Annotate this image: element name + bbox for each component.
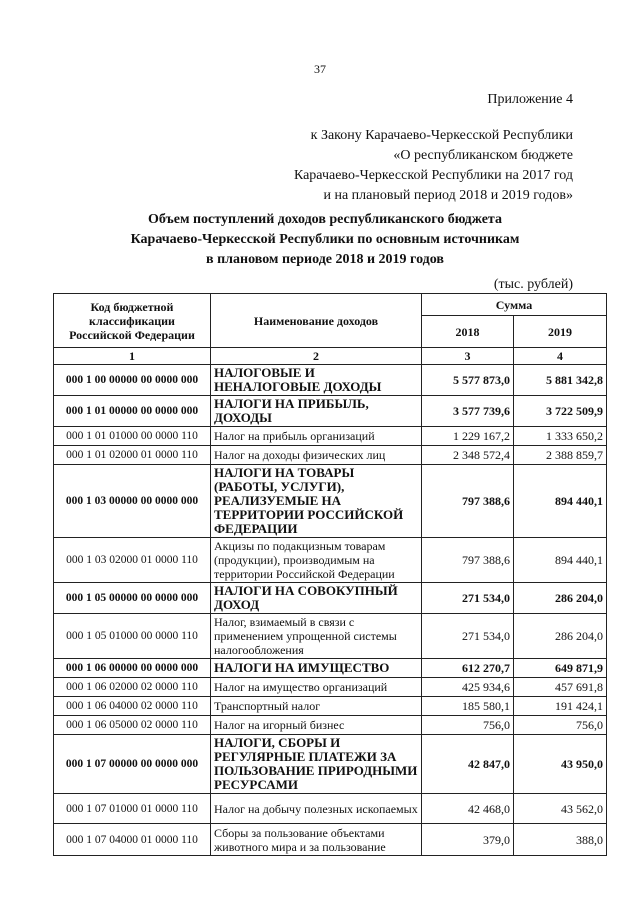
name-cell: Налог на доходы физических лиц bbox=[211, 446, 422, 465]
page-number: 37 bbox=[314, 62, 326, 76]
name-cell: Транспортный налог bbox=[211, 697, 422, 716]
table-row bbox=[54, 396, 607, 427]
code-cell: 000 1 07 04000 01 0000 110 bbox=[54, 824, 211, 856]
header-sum: Сумма bbox=[422, 294, 607, 316]
name-cell: НАЛОГИ НА СОВОКУПНЫЙ ДОХОД bbox=[211, 583, 422, 614]
title-line: Объем поступлений доходов республиканского бюджета bbox=[148, 212, 502, 227]
index-cell: 1 bbox=[54, 348, 211, 365]
value-2018-cell: 5 577 873,0 bbox=[422, 365, 514, 396]
title-line: Карачаево-Черкесской Республики по основным источникам bbox=[130, 232, 520, 247]
index-cell: 4 bbox=[514, 348, 607, 365]
value-2019-cell: 894 440,1 bbox=[514, 538, 607, 583]
value-2018-cell: 756,0 bbox=[422, 716, 514, 735]
value-2019-cell: 286 204,0 bbox=[514, 583, 607, 614]
value-2019-cell: 1 333 650,2 bbox=[514, 427, 607, 446]
code-cell: 000 1 01 00000 00 0000 000 bbox=[54, 396, 211, 427]
code-cell: 000 1 07 00000 00 0000 000 bbox=[54, 735, 211, 794]
header-row bbox=[54, 294, 607, 316]
table-row bbox=[54, 465, 607, 538]
name-cell: НАЛОГОВЫЕ И НЕНАЛОГОВЫЕ ДОХОДЫ bbox=[211, 365, 422, 396]
table-row bbox=[54, 614, 607, 659]
name-cell: НАЛОГИ, СБОРЫ И РЕГУЛЯРНЫЕ ПЛАТЕЖИ ЗА ПОЛЬЗОВАНИЕ ПРИРОДНЫМИ РЕСУРСАМИ bbox=[211, 735, 422, 794]
value-2019-cell: 191 424,1 bbox=[514, 697, 607, 716]
name-cell: НАЛОГИ НА ИМУЩЕСТВО bbox=[211, 659, 422, 678]
name-cell: Налог на игорный бизнес bbox=[211, 716, 422, 735]
value-2018-cell: 3 577 739,6 bbox=[422, 396, 514, 427]
table-row bbox=[54, 365, 607, 396]
value-2018-cell: 271 534,0 bbox=[422, 614, 514, 659]
value-2018-cell: 612 270,7 bbox=[422, 659, 514, 678]
header-year-2019: 2019 bbox=[514, 316, 607, 348]
value-2018-cell: 42 468,0 bbox=[422, 794, 514, 824]
name-cell: Сборы за пользование объектами животного мира и за пользование bbox=[211, 824, 422, 856]
table-row bbox=[54, 427, 607, 446]
value-2018-cell: 271 534,0 bbox=[422, 583, 514, 614]
value-2018-cell: 425 934,6 bbox=[422, 678, 514, 697]
appendix-label: Приложение 4 bbox=[487, 92, 573, 107]
table-row bbox=[54, 735, 607, 794]
value-2018-cell: 797 388,6 bbox=[422, 538, 514, 583]
name-cell: Налог, взимаемый в связи с применением упрощенной системы налогообложения bbox=[211, 614, 422, 659]
revenue-table bbox=[53, 293, 607, 856]
value-2018-cell: 379,0 bbox=[422, 824, 514, 856]
table-row bbox=[54, 716, 607, 735]
unit-label: (тыс. рублей) bbox=[493, 277, 573, 292]
code-cell: 000 1 05 01000 00 0000 110 bbox=[54, 614, 211, 659]
value-2018-cell: 2 348 572,4 bbox=[422, 446, 514, 465]
value-2019-cell: 2 388 859,7 bbox=[514, 446, 607, 465]
value-2018-cell: 185 580,1 bbox=[422, 697, 514, 716]
header-year-2018: 2018 bbox=[422, 316, 514, 348]
law-reference bbox=[294, 126, 573, 206]
name-cell: Налог на имущество организаций bbox=[211, 678, 422, 697]
code-cell: 000 1 00 00000 00 0000 000 bbox=[54, 365, 211, 396]
value-2018-cell: 1 229 167,2 bbox=[422, 427, 514, 446]
header-code: Код бюджетной классификации Российской Федерации bbox=[54, 294, 211, 348]
value-2018-cell: 42 847,0 bbox=[422, 735, 514, 794]
code-cell: 000 1 07 01000 01 0000 110 bbox=[54, 794, 211, 824]
table-row bbox=[54, 538, 607, 583]
table-row bbox=[54, 697, 607, 716]
table-row bbox=[54, 824, 607, 856]
header-name: Наименование доходов bbox=[211, 294, 422, 348]
code-cell: 000 1 06 00000 00 0000 000 bbox=[54, 659, 211, 678]
code-cell: 000 1 06 02000 02 0000 110 bbox=[54, 678, 211, 697]
value-2019-cell: 43 950,0 bbox=[514, 735, 607, 794]
name-cell: Налог на прибыль организаций bbox=[211, 427, 422, 446]
value-2019-cell: 43 562,0 bbox=[514, 794, 607, 824]
value-2019-cell: 5 881 342,8 bbox=[514, 365, 607, 396]
name-cell: НАЛОГИ НА ПРИБЫЛЬ, ДОХОДЫ bbox=[211, 396, 422, 427]
table-row bbox=[54, 659, 607, 678]
name-cell: Акцизы по подакцизным товарам (продукции), производимым на территории Российской Федерации bbox=[211, 538, 422, 583]
value-2019-cell: 756,0 bbox=[514, 716, 607, 735]
value-2019-cell: 649 871,9 bbox=[514, 659, 607, 678]
value-2019-cell: 3 722 509,9 bbox=[514, 396, 607, 427]
index-cell: 3 bbox=[422, 348, 514, 365]
table-row bbox=[54, 446, 607, 465]
code-cell: 000 1 01 01000 00 0000 110 bbox=[54, 427, 211, 446]
code-cell: 000 1 05 00000 00 0000 000 bbox=[54, 583, 211, 614]
index-cell: 2 bbox=[211, 348, 422, 365]
title-line: в плановом периоде 2018 и 2019 годов bbox=[206, 252, 444, 267]
law-line: и на плановый период 2018 и 2019 годов» bbox=[323, 188, 573, 203]
law-line: к Закону Карачаево-Черкесской Республики bbox=[310, 128, 573, 143]
table-row bbox=[54, 678, 607, 697]
value-2018-cell: 797 388,6 bbox=[422, 465, 514, 538]
law-line: Карачаево-Черкесской Республики на 2017 год bbox=[293, 168, 573, 183]
document-title bbox=[60, 210, 590, 270]
name-cell: Налог на добычу полезных ископаемых bbox=[211, 794, 422, 824]
code-cell: 000 1 06 05000 02 0000 110 bbox=[54, 716, 211, 735]
value-2019-cell: 388,0 bbox=[514, 824, 607, 856]
code-cell: 000 1 06 04000 02 0000 110 bbox=[54, 697, 211, 716]
code-cell: 000 1 03 02000 01 0000 110 bbox=[54, 538, 211, 583]
name-cell: НАЛОГИ НА ТОВАРЫ (РАБОТЫ, УСЛУГИ), РЕАЛИЗУЕМЫЕ НА ТЕРРИТОРИИ РОССИЙСКОЙ ФЕДЕРАЦИИ bbox=[211, 465, 422, 538]
table-row bbox=[54, 583, 607, 614]
table-row bbox=[54, 794, 607, 824]
code-cell: 000 1 03 00000 00 0000 000 bbox=[54, 465, 211, 538]
law-line: «О республиканском бюджете bbox=[393, 148, 573, 163]
value-2019-cell: 894 440,1 bbox=[514, 465, 607, 538]
value-2019-cell: 457 691,8 bbox=[514, 678, 607, 697]
code-cell: 000 1 01 02000 01 0000 110 bbox=[54, 446, 211, 465]
index-row bbox=[54, 348, 607, 365]
value-2019-cell: 286 204,0 bbox=[514, 614, 607, 659]
